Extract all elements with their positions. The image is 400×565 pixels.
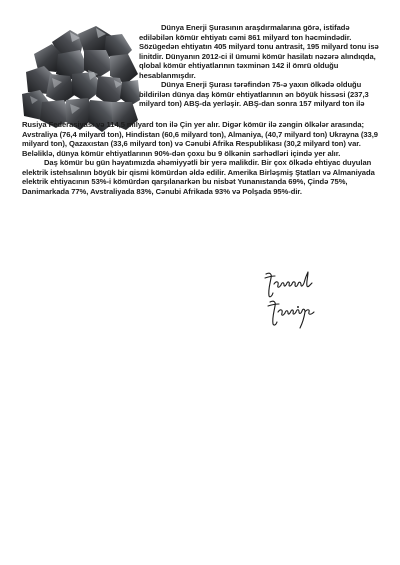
handwritten-signature [262,268,324,330]
full-width-text [22,120,384,196]
paragraph-coal-reserves: Dünya Enerji Şurasının araşdırmalarına görə, istifadə ediləbilən kömür ehtiyatı cəmi 861 milyard ton həcmindədir. Sözügedən ehtiyatın 405 milyard tonu antrasit, 195 milyard tonu isə linitdir. Dünyanın 2012-ci il ümumi kömür hasilatı nəzərə alındıqda, qlobal kömür ehtiyatlarının təxminən 142 il ömrü olduğu hesablanmışdır. [139,23,379,80]
paragraph-country-reserves: Rusiya Federasiyası və 114,5 milyard ton ilə Çin yer alır. Digər kömür ilə zəngin ölkələr arasında; Avstraliya (76,4 milyard ton), Hindistan (60,6 milyard ton), Almaniya, (40,7 milyard ton) Ukrayna (33,9 milyard ton), Qazaxıstan (33,6 milyard ton) və Cənubi Afrika Respublikası (30,2 milyard ton) var. Beləliklə, dünya kömür ehtiyatlarının 90%-dən çoxu bu 9 ölkənin sərhədləri içində yer alır. [22,120,378,158]
coal-pile-image [22,22,140,134]
top-text-column [139,23,382,109]
paragraph-world-distribution: Dünya Enerji Şurası tərəfindən 75-ə yaxın ölkədə olduğu bildirilən dünya daş kömür ehtiyatlarının ən böyük hissəsi (237,3 milyard ton) ABŞ-da yerləşir. ABŞ-dan sonra 157 milyard ton ilə [139,80,369,109]
paragraph-electricity-share: Daş kömür bu gün həyatımızda əhəmiyyətli bir yerə malikdir. Bir çox ölkədə ehtiyac duyulan elektrik istehsalının böyük bir qismi kömürdən əldə edilir. Amerika Birləşmiş Ştatları və Almaniyada elektrik ehtiyacının 53%-i kömürdən qarşılanarkən bu nisbət Yunanıstanda 69%, Çində 75%, Danimarkada 77%, Avstraliyada 83%, Cənubi Afrikada 93% və Polşada 95%-dir. [22,158,375,196]
